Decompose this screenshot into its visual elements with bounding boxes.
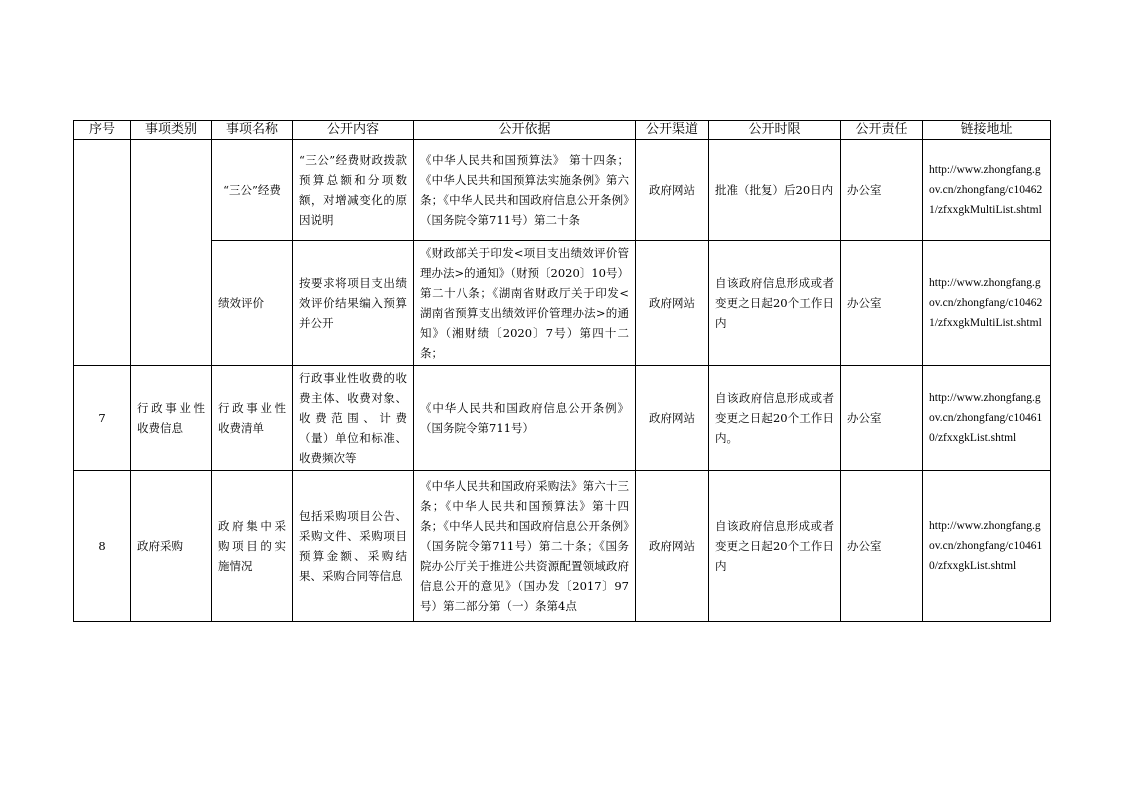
category-cell: 行政事业性收费信息	[131, 366, 212, 471]
row-number-cell: 8	[74, 471, 131, 622]
row-number-cell	[74, 140, 131, 366]
channel-cell: 政府网站	[636, 140, 709, 241]
category-cell: 政府采购	[131, 471, 212, 622]
header-channel: 公开渠道	[636, 121, 709, 140]
header-link: 链接地址	[923, 121, 1051, 140]
category-cell	[131, 140, 212, 366]
responsible-cell: 办公室	[841, 241, 923, 366]
responsible-cell: 办公室	[841, 471, 923, 622]
table-row	[74, 140, 1051, 241]
table-row	[74, 471, 1051, 622]
header-row	[74, 121, 1051, 140]
header-timelimit: 公开时限	[709, 121, 841, 140]
item-name-cell: 绩效评价	[212, 241, 293, 366]
header-no: 序号	[74, 121, 131, 140]
basis-cell: 《中华人民共和国预算法》 第十四条；《中华人民共和国预算法实施条例》第六条；《中华人民共和国政府信息公开条例》（国务院令第711号）第二十条	[414, 140, 636, 241]
basis-cell: 《中华人民共和国政府信息公开条例》（国务院令第711号）	[414, 366, 636, 471]
item-name-cell: 行政事业性收费清单	[212, 366, 293, 471]
item-name-cell: “三公”经费	[212, 140, 293, 241]
channel-cell: 政府网站	[636, 241, 709, 366]
channel-cell: 政府网站	[636, 366, 709, 471]
basis-cell: 《财政部关于印发<项目支出绩效评价管理办法>的通知》（财预〔2020〕10号）第二十八条；《湖南省财政厅关于印发<湖南省预算支出绩效评价管理办法>的通知》（湘财绩〔2020〕7号）第四十二条；	[414, 241, 636, 366]
header-responsible: 公开责任	[841, 121, 923, 140]
responsible-cell: 办公室	[841, 140, 923, 241]
channel-cell: 政府网站	[636, 471, 709, 622]
item-name-cell: 政府集中采购项目的实施情况	[212, 471, 293, 622]
link-cell[interactable]: http://www.zhongfang.gov.cn/zhongfang/c104610/zfxxgkList.shtml	[923, 471, 1051, 622]
header-name: 事项名称	[212, 121, 293, 140]
timelimit-cell: 自该政府信息形成或者变更之日起20个工作日内	[709, 241, 841, 366]
link-cell[interactable]: http://www.zhongfang.gov.cn/zhongfang/c104610/zfxxgkList.shtml	[923, 366, 1051, 471]
content-cell: “三公”经费财政拨款预算总额和分项数额，对增减变化的原因说明	[293, 140, 414, 241]
content-cell: 行政事业性收费的收费主体、收费对象、收费范围、计费（量）单位和标准、收费频次等	[293, 366, 414, 471]
header-content: 公开内容	[293, 121, 414, 140]
disclosure-table	[73, 120, 1051, 622]
table-row	[74, 366, 1051, 471]
timelimit-cell: 自该政府信息形成或者变更之日起20个工作日内。	[709, 366, 841, 471]
timelimit-cell: 自该政府信息形成或者变更之日起20个工作日内	[709, 471, 841, 622]
timelimit-cell: 批准（批复）后20日内	[709, 140, 841, 241]
row-number-cell: 7	[74, 366, 131, 471]
header-basis: 公开依据	[414, 121, 636, 140]
basis-cell: 《中华人民共和国政府采购法》第六十三条；《中华人民共和国预算法》第十四条；《中华人民共和国政府信息公开条例》（国务院令第711号）第二十条；《国务院办公厅关于推进公共资源配置领域政府信息公开的意见》（国办发〔2017〕97号）第二部分第（一）条第4点	[414, 471, 636, 622]
content-cell: 按要求将项目支出绩效评价结果编入预算并公开	[293, 241, 414, 366]
link-cell[interactable]: http://www.zhongfang.gov.cn/zhongfang/c104621/zfxxgkMultiList.shtml	[923, 241, 1051, 366]
link-cell[interactable]: http://www.zhongfang.gov.cn/zhongfang/c104621/zfxxgkMultiList.shtml	[923, 140, 1051, 241]
content-cell: 包括采购项目公告、采购文件、采购项目预算金额、采购结果、采购合同等信息	[293, 471, 414, 622]
header-category: 事项类别	[131, 121, 212, 140]
responsible-cell: 办公室	[841, 366, 923, 471]
table-row	[74, 241, 1051, 366]
